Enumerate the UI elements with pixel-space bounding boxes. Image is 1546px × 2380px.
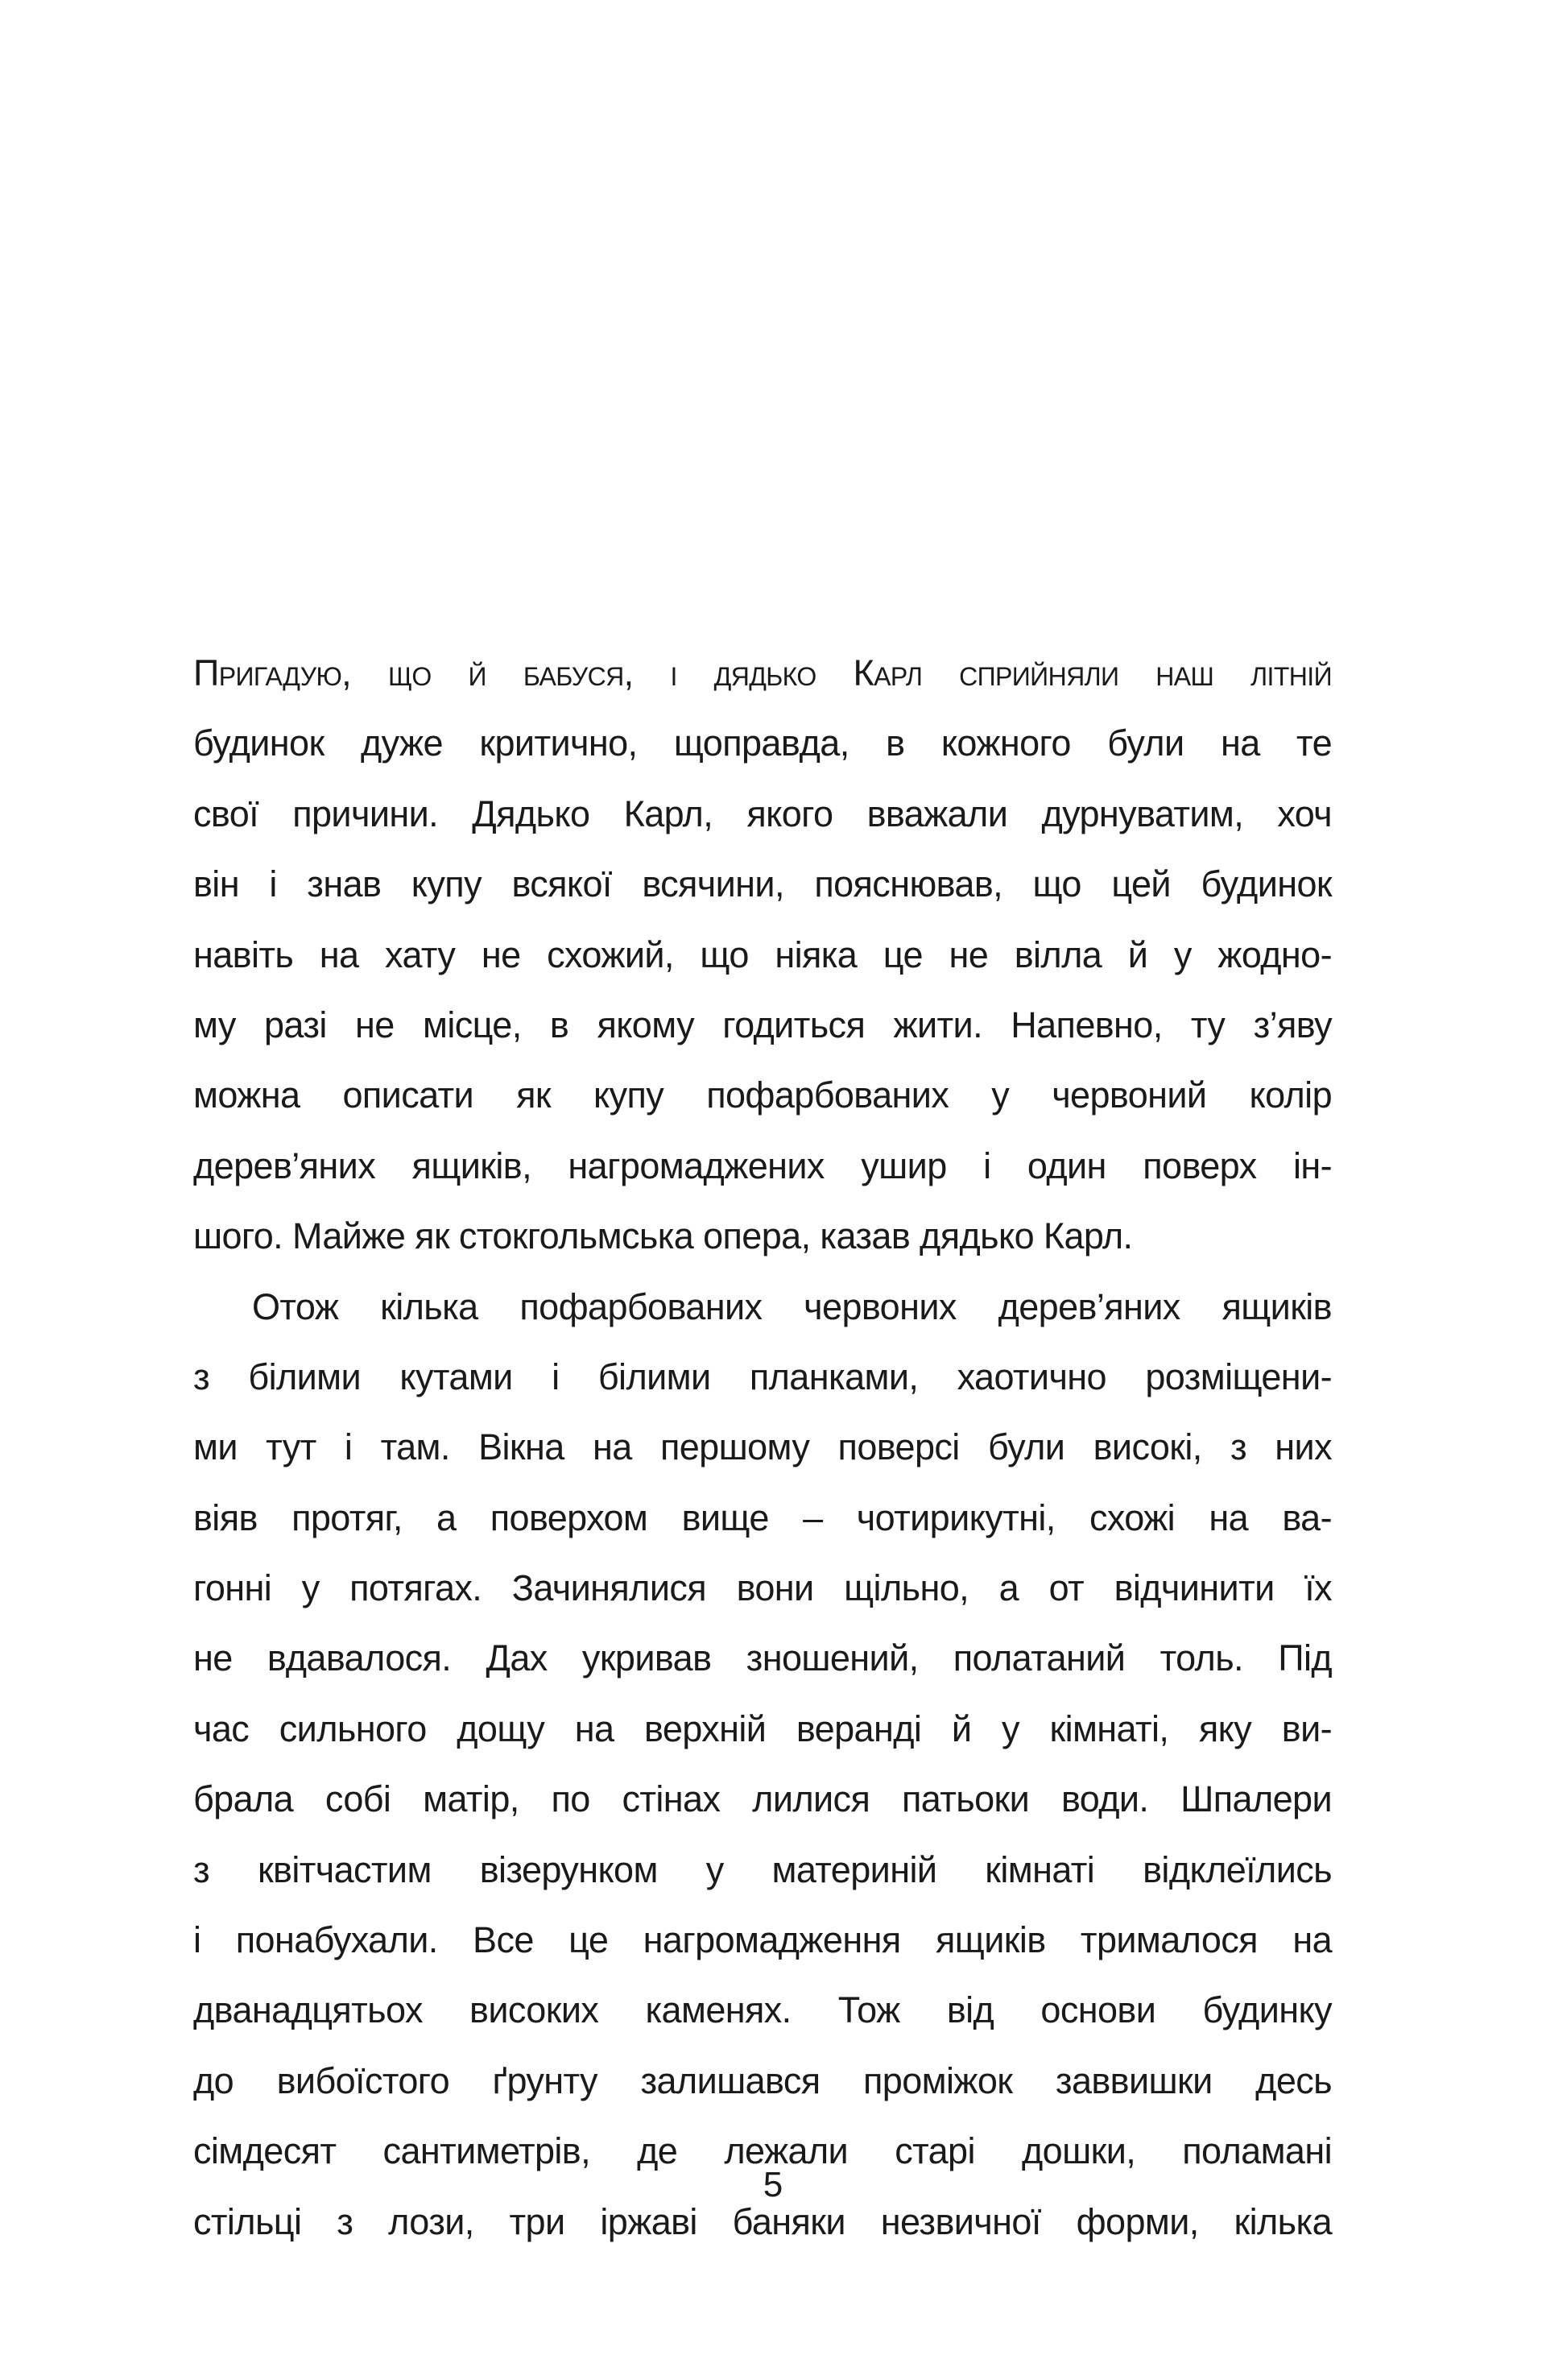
paragraph-1-line-1: Пригадую, що й бабуся, і дядько Карл сприйняли наш літній (193, 652, 1332, 693)
paragraph-1-line-7: можна описати як купу пофарбованих у червоний колір (193, 1074, 1332, 1116)
paragraph-1-line-2: будинок дуже критично, щоправда, в кожного були на те (193, 722, 1332, 764)
paragraph-2-line-12: до вибоїстого ґрунту залишався проміжок заввишки десь (193, 2059, 1332, 2101)
paragraph-1-line-9: шого. Майже як стокгольмська опера, казав дядько Карл. (193, 1215, 1133, 1257)
paragraph-2-line-10: і понабухали. Все це нагромадження ящиків трималося на (193, 1919, 1332, 1961)
paragraph-2-line-8: брала собі матір, по стінах лилися патьоки води. Шпалери (193, 1778, 1332, 1820)
paragraph-1-line-5: навіть на хату не схожий, що ніяка це не вілла й у жодно- (193, 933, 1332, 975)
paragraph-2-line-2: з білими кутами і білими планками, хаотично розміщени- (193, 1356, 1332, 1397)
paragraph-2-line-3: ми тут і там. Вікна на першому поверсі були високі, з них (193, 1426, 1332, 1468)
body-text (193, 638, 1332, 2257)
paragraph-2-line-9: з квітчастим візерунком у материній кімнаті відклеїлись (193, 1848, 1332, 1890)
paragraph-1-line-8: дерев’яних ящиків, нагромаджених ушир і один поверх ін- (193, 1144, 1332, 1186)
paragraph-1-line-4: він і знав купу всякої всячини, пояснював, що цей будинок (193, 863, 1332, 905)
paragraph-2-line-6: не вдавалося. Дах укривав зношений, полатаний толь. Під (193, 1637, 1332, 1679)
paragraph-2-line-4: віяв протяг, а поверхом вище – чотирикутні, схожі на ва- (193, 1496, 1332, 1538)
paragraph-1-line-6: му разі не місце, в якому годиться жити. Напевно, ту з’яву (193, 1004, 1332, 1045)
paragraph-2-line-7: час сильного дощу на верхній веранді й у кімнаті, яку ви- (193, 1707, 1332, 1749)
paragraph-2-line-13: сімдесят сантиметрів, де лежали старі дошки, поламані (193, 2130, 1332, 2172)
paragraph-2-line-5: гонні у потягах. Зачинялися вони щільно, а от відчинити їх (193, 1567, 1332, 1609)
paragraph-1-line-3: свої причини. Дядько Карл, якого вважали дурнуватим, хоч (193, 793, 1332, 834)
paragraph-2-line-11: дванадцятьох високих каменях. Тож від основи будинку (193, 1989, 1332, 2031)
page-number: 5 (763, 2165, 783, 2204)
paragraph-2-line-14: стільці з лози, три іржаві баняки незвичної форми, кілька (193, 2200, 1332, 2242)
paragraph-2-line-1: Отож кілька пофарбованих червоних дерев’яних ящиків (252, 1285, 1332, 1327)
